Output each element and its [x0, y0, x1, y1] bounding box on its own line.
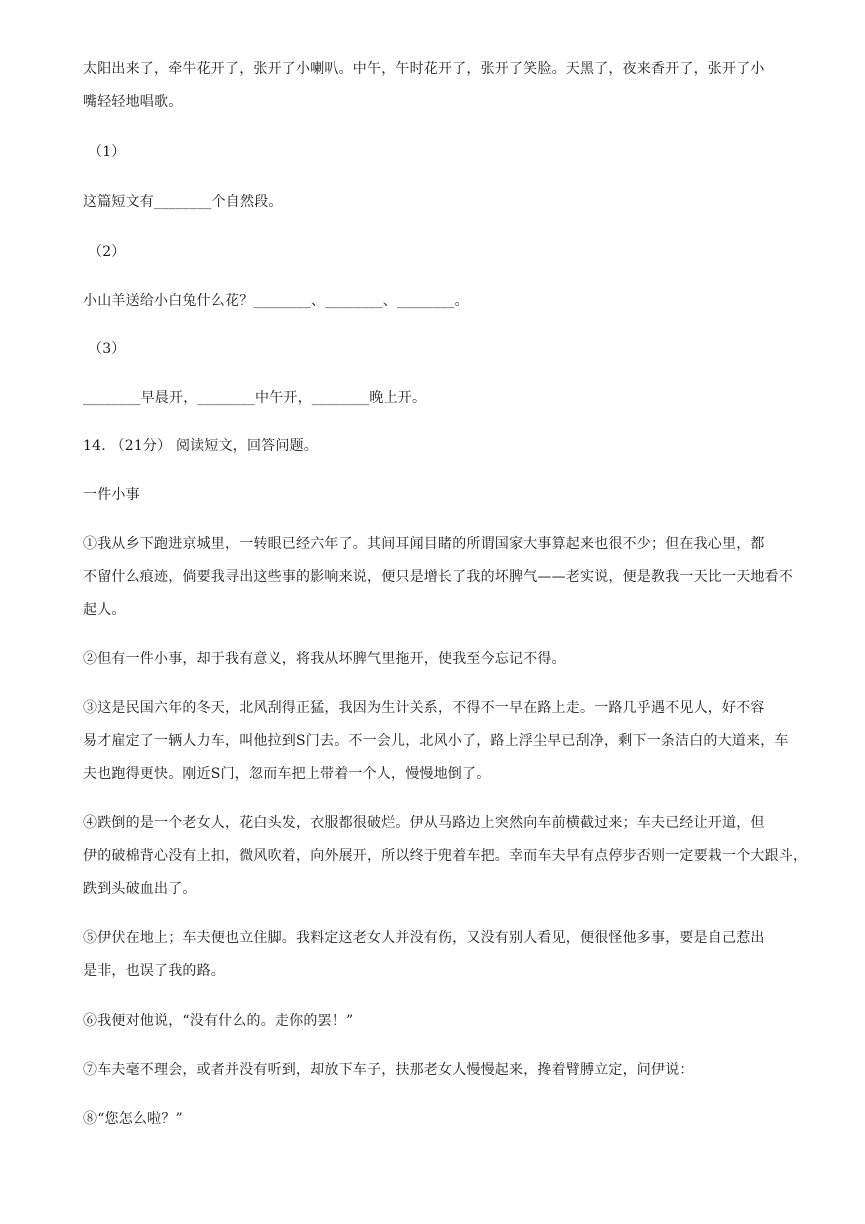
paragraph-4-line-1: ④跌倒的是一个老女人，花白头发，衣服都很破烂。伊从马路边上突然向车前横截过来；车夫已经让开道，但: [83, 815, 765, 831]
paragraph-3-line-1: ③这是民国六年的冬天，北风刮得正猛，我因为生计关系，不得不一早在路上走。一路几乎遇不见人，好不容: [83, 700, 765, 716]
question-number-2: （2）: [88, 244, 126, 260]
paragraph-4-line-3: 跌到头破血出了。: [83, 881, 197, 897]
paragraph-3-line-2: 易才雇定了一辆人力车，叫他拉到S门去。不一会儿，北风小了，路上浮尘早已刮净，剩下一条洁白的大道来，车: [83, 733, 789, 749]
paragraph-5-line-2: 是非，也误了我的路。: [83, 963, 225, 979]
paragraph-1-line-3: 起人。: [83, 602, 126, 618]
paragraph-4-line-2: 伊的破棉背心没有上扣，微风吹着，向外展开，所以终于兜着车把。幸而车夫早有点停步否则一定要栽一个大跟斗，: [83, 848, 808, 864]
question-2-text: 小山羊送给小白兔什么花？________、________、________。: [83, 293, 469, 309]
question-1-text: 这篇短文有________个自然段。: [83, 194, 283, 210]
paragraph-1-line-1: ①我从乡下跑进京城里，一转眼已经六年了。其间耳闻目睹的所谓国家大事算起来也很不少；但在我心里，都: [83, 536, 765, 552]
paragraph-8-line-1: ⑧“您怎么啦？”: [83, 1111, 183, 1127]
question-number-1: （1）: [88, 144, 126, 160]
question-14-heading: 14. （21分） 阅读短文，回答问题。: [83, 438, 318, 454]
story-title: 一件小事: [83, 487, 140, 503]
paragraph-3-line-3: 夫也跑得更快。刚近S门，忽而车把上带着一个人，慢慢地倒了。: [83, 766, 491, 782]
passage-line-2: 嘴轻轻地唱歌。: [83, 94, 183, 110]
paragraph-6-line-1: ⑥我便对他说，“没有什么的。走你的罢！”: [83, 1013, 354, 1029]
paragraph-5-line-1: ⑤伊伏在地上；车夫便也立住脚。我料定这老女人并没有伤，又没有别人看见，便很怪他多事，要是自己惹出: [83, 930, 765, 946]
question-3-text: ________早晨开，________中午开，________晚上开。: [83, 390, 427, 406]
paragraph-1-line-2: 不留什么痕迹，倘要我寻出这些事的影响来说，便只是增长了我的坏脾气——老实说，便是教我一天比一天地看不: [83, 569, 793, 585]
passage-line-1: 太阳出来了，牵牛花开了，张开了小喇叭。中午，午时花开了，张开了笑脸。天黑了，夜来香开了，张开了小: [83, 61, 765, 77]
paragraph-2-line-1: ②但有一件小事，却于我有意义，将我从坏脾气里拖开，使我至今忘记不得。: [83, 651, 566, 667]
question-number-3: （3）: [88, 341, 126, 357]
paragraph-7-line-1: ⑦车夫毫不理会，或者并没有听到，却放下车子，扶那老女人慢慢起来，搀着臂膊立定，问伊说：: [83, 1062, 694, 1078]
